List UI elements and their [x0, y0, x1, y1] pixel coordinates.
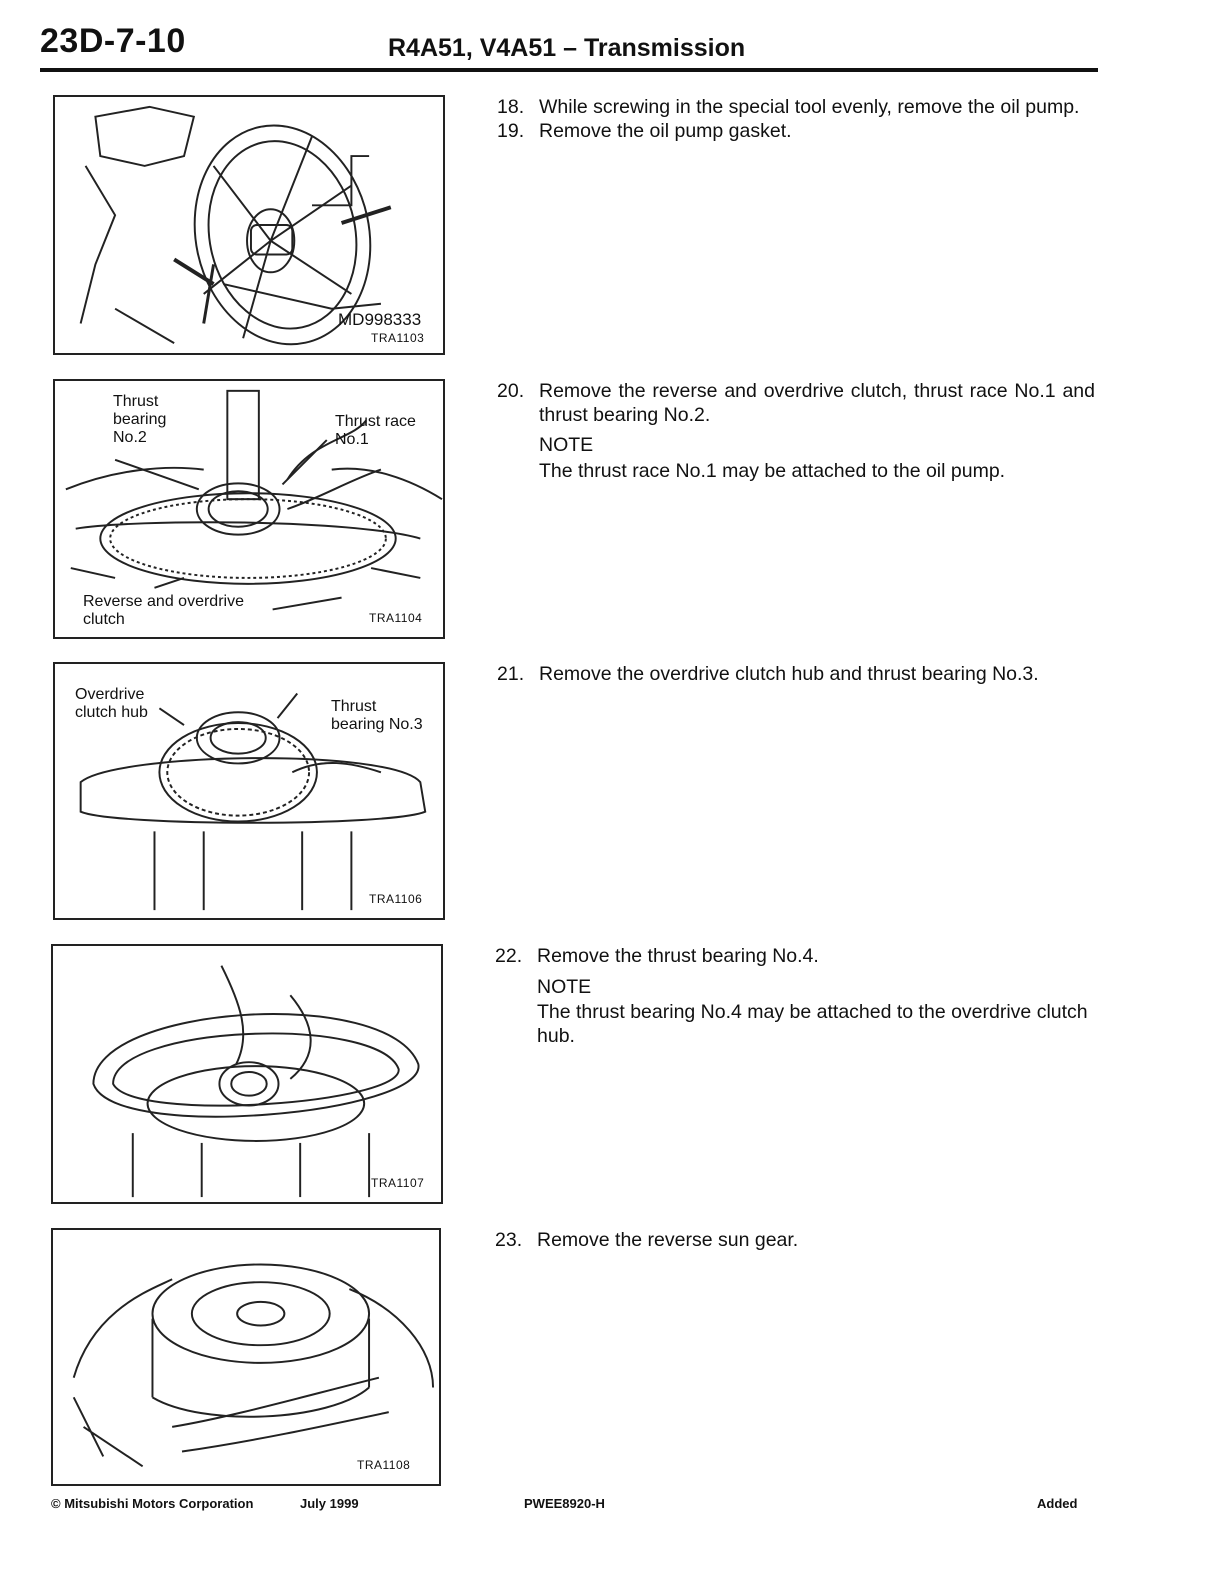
note-text: The thrust bearing No.4 may be attached to the overdrive clutch hub. [537, 1001, 1088, 1047]
figure-id: TRA1103 [371, 331, 425, 345]
step-number: 23. [495, 1229, 523, 1251]
label-thrust-race-no1: Thrust race No.1 [335, 413, 416, 448]
label-reverse-overdrive-clutch: Reverse and overdrive clutch [83, 593, 244, 628]
footer-date: July 1999 [300, 1496, 359, 1511]
note-label: NOTE [539, 434, 594, 456]
reverse-sun-gear-illustration [53, 1230, 439, 1484]
step-text: Remove the reverse sun gear. [537, 1229, 799, 1251]
figure-thrust-bearing-no4 [51, 944, 443, 1204]
step-number: 21. [497, 663, 525, 685]
note-text: The thrust race No.1 may be attached to the oil pump. [539, 460, 1006, 482]
step-text: Remove the oil pump gasket. [539, 120, 792, 142]
figure-reverse-overdrive-clutch [53, 379, 445, 639]
label-overdrive-clutch-hub: Overdrive clutch hub [75, 686, 148, 721]
figure-id: TRA1107 [371, 1176, 425, 1190]
step-21 [497, 662, 1095, 686]
step-18 [497, 95, 1095, 143]
figure-id: TRA1104 [369, 611, 423, 625]
step-number: 20. [497, 380, 525, 402]
step-number: 19. [497, 120, 525, 142]
label-thrust-bearing-no3: Thrust bearing No.3 [331, 698, 423, 733]
label-thrust-bearing-no2: Thrust bearing No.2 [113, 393, 167, 446]
figure-id: TRA1106 [369, 892, 423, 906]
special-tool-label: MD998333 [338, 310, 422, 329]
step-23 [495, 1228, 1093, 1252]
step-22 [495, 944, 1093, 968]
note-label: NOTE [537, 976, 592, 998]
thrust-bearing-no4-illustration [53, 946, 441, 1202]
page-title: R4A51, V4A51 – Transmission [388, 34, 746, 62]
footer-doc-code: PWEE8920-H [524, 1496, 605, 1511]
step-text: Remove the reverse and overdrive clutch, thrust race No.1 and thrust bearing No.2. [539, 380, 1095, 426]
figure-overdrive-clutch-hub [53, 662, 445, 920]
figure-oil-pump-removal [53, 95, 445, 355]
step-20 [497, 379, 1095, 427]
figure-id: TRA1108 [357, 1458, 411, 1472]
figure-reverse-sun-gear [51, 1228, 441, 1486]
page-number: 23D-7-10 [40, 22, 186, 60]
footer-copyright: © Mitsubishi Motors Corporation [51, 1496, 254, 1511]
step-text: While screwing in the special tool evenly, remove the oil pump. [539, 96, 1080, 118]
step-text: Remove the thrust bearing No.4. [537, 945, 819, 967]
step-text: Remove the overdrive clutch hub and thrust bearing No.3. [539, 663, 1039, 685]
footer-status: Added [1037, 1496, 1078, 1511]
header-rule [40, 68, 1098, 72]
step-number: 18. [497, 96, 525, 118]
step-number: 22. [495, 945, 523, 967]
